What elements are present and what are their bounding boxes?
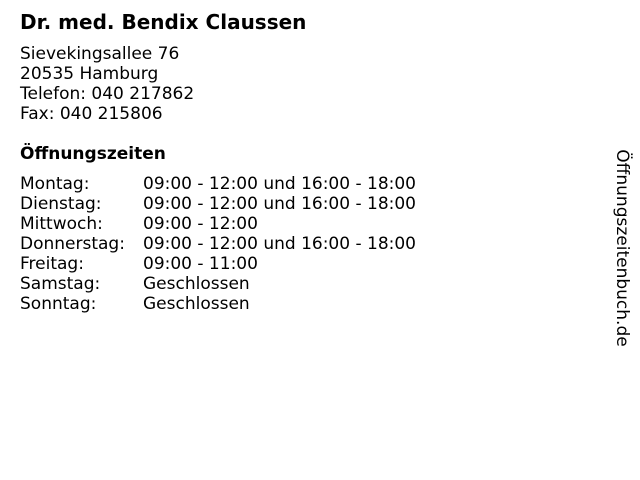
day-label: Montag:: [20, 174, 90, 194]
site-watermark: Öffnungszeitenbuch.de: [612, 149, 632, 347]
day-label: Dienstag:: [20, 194, 102, 214]
day-label: Sonntag:: [20, 294, 97, 314]
hours-row-thursday: [20, 234, 416, 254]
time-value: 09:00 - 11:00: [143, 254, 258, 274]
time-value: Geschlossen: [143, 274, 250, 294]
opening-hours-list: [20, 174, 416, 314]
hours-row-saturday: [20, 274, 416, 294]
address-block: [20, 44, 194, 124]
hours-row-wednesday: [20, 214, 416, 234]
hours-heading: Öffnungszeiten: [20, 144, 166, 164]
time-value: 09:00 - 12:00 und 16:00 - 18:00: [143, 174, 416, 194]
day-label: Samstag:: [20, 274, 101, 294]
city-postcode: 20535 Hamburg: [20, 64, 159, 84]
time-value: 09:00 - 12:00 und 16:00 - 18:00: [143, 194, 416, 214]
hours-row-sunday: [20, 294, 416, 314]
day-label: Freitag:: [20, 254, 84, 274]
phone-number: Telefon: 040 217862: [20, 84, 195, 104]
street-address: Sievekingsallee 76: [20, 44, 180, 64]
hours-row-tuesday: [20, 194, 416, 214]
time-value: 09:00 - 12:00: [143, 214, 258, 234]
time-value: Geschlossen: [143, 294, 250, 314]
time-value: 09:00 - 12:00 und 16:00 - 18:00: [143, 234, 416, 254]
hours-row-friday: [20, 254, 416, 274]
hours-row-monday: [20, 174, 416, 194]
practice-name: Dr. med. Bendix Claussen: [20, 10, 307, 34]
day-label: Mittwoch:: [20, 214, 103, 234]
fax-number: Fax: 040 215806: [20, 104, 163, 124]
day-label: Donnerstag:: [20, 234, 125, 254]
